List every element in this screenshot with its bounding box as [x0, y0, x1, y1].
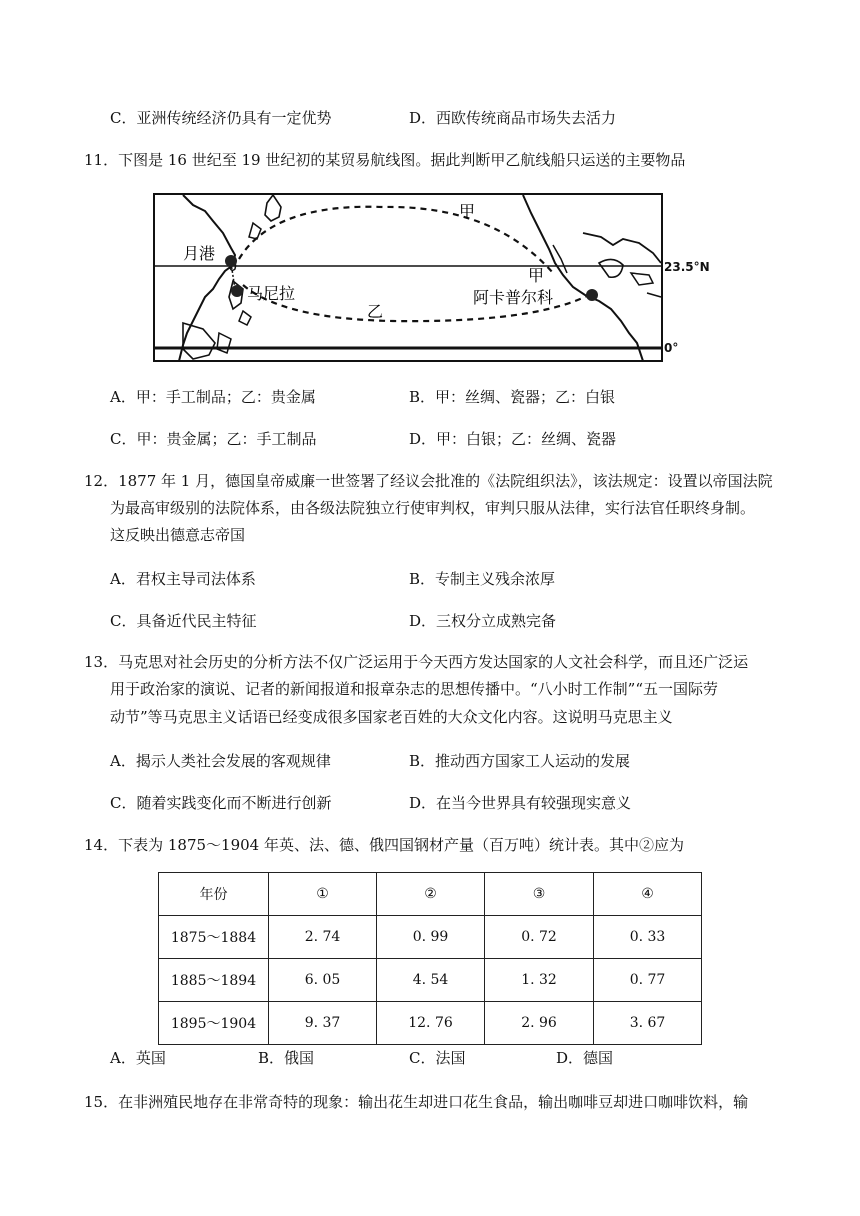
manila-port-dot	[231, 285, 243, 297]
q10-option-d: D．西欧传统商品市场失去活力	[409, 109, 617, 127]
q13-option-d: D．在当今世界具有较强现实意义	[409, 794, 632, 812]
table-cell: 1895～1904	[159, 1002, 269, 1045]
q11-option-a: A．甲：手工制品；乙：贵金属	[110, 388, 316, 406]
label-yi: 乙	[367, 302, 384, 321]
steel-output-table	[158, 872, 702, 1045]
table-cell: 0. 72	[485, 916, 594, 959]
q14-option-d: D．德国	[556, 1049, 614, 1067]
acapulco-port-dot	[586, 289, 598, 301]
q14-stem: 14．下表为 1875～1904 年英、法、德、俄四国钢材产量（百万吨）统计表。其中②应为	[84, 836, 684, 854]
table-cell: 3. 67	[594, 1002, 702, 1045]
q12-line-2: 为最高审级别的法院体系，由各级法院独立行使审判权，审判只服从法律，实行法官任职终身制。	[110, 499, 756, 517]
table-cell: 2. 96	[485, 1002, 594, 1045]
label-equator: 0°	[664, 341, 679, 355]
q13-line-1: 13．马克思对社会历史的分析方法不仅广泛运用于今天西方发达国家的人文社会科学，而且还广泛运	[84, 653, 749, 671]
q14-option-b: B．俄国	[258, 1049, 315, 1067]
table-cell: 1885～1894	[159, 959, 269, 1002]
table-cell: 4. 54	[377, 959, 485, 1002]
table-row	[159, 1002, 702, 1045]
q11-option-b: B．甲：丝绸、瓷器；乙：白银	[409, 388, 616, 406]
yuegang-port-dot	[225, 255, 237, 267]
table-header-cell: ②	[377, 873, 485, 916]
trade-route-map	[153, 193, 663, 363]
label-tropic: 23.5°N	[664, 260, 710, 274]
q12-option-c: C．具备近代民主特征	[110, 612, 257, 630]
label-acapulco: 阿卡普尔科	[473, 288, 554, 307]
table-row	[159, 959, 702, 1002]
table-header-cell: ③	[485, 873, 594, 916]
q14-option-a: A．英国	[110, 1049, 166, 1067]
label-manila: 马尼拉	[247, 284, 296, 303]
q11-stem: 11．下图是 16 世纪至 19 世纪初的某贸易航线图。据此判断甲乙航线船只运送的主要物品	[84, 151, 686, 169]
q13-option-a: A．揭示人类社会发展的客观规律	[110, 752, 331, 770]
table-cell: 0. 99	[377, 916, 485, 959]
q12-option-b: B．专制主义残余浓厚	[409, 570, 556, 588]
label-yuegang: 月港	[183, 244, 216, 263]
table-cell: 12. 76	[377, 1002, 485, 1045]
table-header-cell: ④	[594, 873, 702, 916]
table-cell: 0. 77	[594, 959, 702, 1002]
table-header-cell: 年份	[159, 873, 269, 916]
q11-option-c: C．甲：贵金属；乙：手工制品	[110, 430, 317, 448]
q12-option-a: A．君权主导司法体系	[110, 570, 256, 588]
q10-option-c: C．亚洲传统经济仍具有一定优势	[110, 109, 332, 127]
table-header-cell: ①	[269, 873, 377, 916]
table-cell: 0. 33	[594, 916, 702, 959]
q13-line-3: 动节”等马克思主义话语已经变成很多国家老百姓的大众文化内容。这说明马克思主义	[110, 708, 673, 726]
q13-option-c: C．随着实践变化而不断进行创新	[110, 794, 332, 812]
table-header-row	[159, 873, 702, 916]
label-jia-top: 甲	[459, 202, 476, 221]
q12-line-3: 这反映出德意志帝国	[110, 526, 246, 544]
q12-option-d: D．三权分立成熟完备	[409, 612, 557, 630]
q12-line-1: 12．1877 年 1 月，德国皇帝威廉一世签署了经议会批准的《法院组织法》，该法规定：设置以帝国法院	[84, 472, 773, 490]
table-cell: 2. 74	[269, 916, 377, 959]
table-cell: 6. 05	[269, 959, 377, 1002]
table-cell: 1875～1884	[159, 916, 269, 959]
label-jia-right: 甲	[528, 266, 545, 285]
q14-option-c: C．法国	[409, 1049, 466, 1067]
q11-option-d: D．甲：白银；乙：丝绸、瓷器	[409, 430, 617, 448]
q13-line-2: 用于政治家的演说、记者的新闻报道和报章杂志的思想传播中。“八小时工作制”“五一国际劳	[110, 680, 719, 698]
table-cell: 1. 32	[485, 959, 594, 1002]
q15-line-1: 15．在非洲殖民地存在非常奇特的现象：输出花生却进口花生食品，输出咖啡豆却进口咖啡饮料，输	[84, 1093, 749, 1111]
q13-option-b: B．推动西方国家工人运动的发展	[409, 752, 631, 770]
table-cell: 9. 37	[269, 1002, 377, 1045]
table-row	[159, 916, 702, 959]
